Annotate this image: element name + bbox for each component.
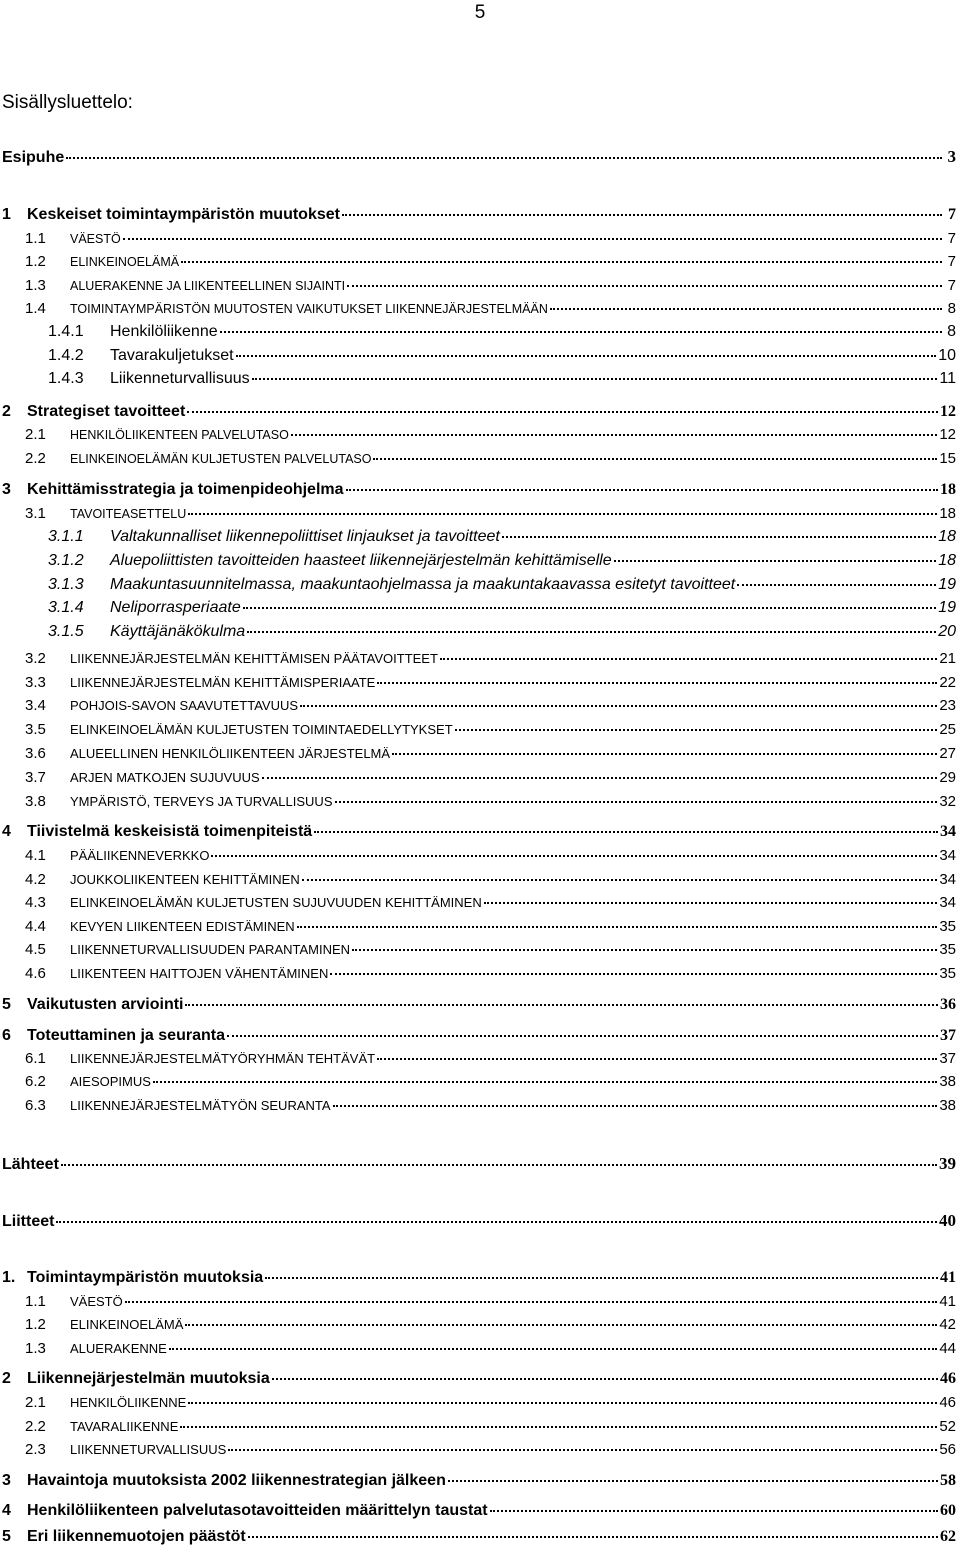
- toc-entry-page: 56: [939, 1441, 956, 1458]
- toc-entry[interactable]: [0, 1472, 956, 1490]
- toc-entry-page: 41: [939, 1293, 956, 1310]
- toc-entry-number: 3.1.5: [48, 623, 84, 640]
- toc-entry-number: 3.6: [25, 745, 46, 762]
- toc-entry-label: Kehittämisstrategia ja toimenpideohjelma: [27, 481, 344, 498]
- toc-entry[interactable]: [0, 576, 956, 594]
- dot-leader: [347, 285, 942, 287]
- toc-entry-label: Liikennejärjestelmän muutoksia: [27, 1370, 270, 1387]
- toc-entry-label: Esipuhe: [2, 149, 65, 166]
- toc-entry-page: 34: [940, 823, 956, 840]
- toc-entry-number: 3.1.2: [48, 552, 84, 569]
- dot-leader: [335, 801, 938, 803]
- dot-leader: [352, 949, 937, 951]
- toc-entry-label: ALUERAKENNE JA LIIKENTEELLINEN SIJAINTI: [70, 279, 346, 293]
- toc-entry-label: Käyttäjänäkökulma: [110, 623, 246, 640]
- toc-entry-page: 3: [947, 147, 956, 166]
- toc-entry-label: Havaintoja muutoksista 2002 liikennestrategian jälkeen: [27, 1472, 446, 1489]
- dot-leader: [291, 434, 937, 436]
- toc-entry-label: ELINKEINOELÄMÄ: [70, 1317, 184, 1332]
- toc-entry[interactable]: [0, 996, 956, 1014]
- toc-entry-number: 3.1.1: [48, 528, 84, 545]
- toc-entry[interactable]: [0, 1316, 956, 1334]
- toc-entry-page: 34: [939, 894, 956, 911]
- dot-leader: [440, 658, 937, 660]
- toc-entry-number: 4.2: [25, 871, 46, 888]
- toc-entry-label: Strategiset tavoitteet: [27, 403, 186, 420]
- toc-entry-label: Toteuttaminen ja seuranta: [27, 1027, 225, 1044]
- toc-entry[interactable]: [0, 528, 956, 546]
- toc-entry[interactable]: [0, 1418, 956, 1436]
- toc-entry-label: ELINKEINOELÄMÄN KULJETUSTEN TOIMINTAEDELLYTYKSET: [70, 722, 453, 737]
- dot-leader: [297, 926, 938, 928]
- toc-entry[interactable]: [0, 1050, 956, 1068]
- toc-entry-label: LIIKENNEJÄRJESTELMÄTYÖN SEURANTA: [70, 1098, 331, 1113]
- toc-entry[interactable]: [0, 1528, 956, 1546]
- toc-entry-label: LIIKENNEJÄRJESTELMÄN KEHITTÄMISPERIAATE: [70, 675, 376, 690]
- toc-entry-page: 19: [938, 599, 956, 616]
- toc-entry-label: Lähteet: [2, 1156, 59, 1173]
- toc-entry-label: ELINKEINOELÄMÄN KULJETUSTEN PALVELUTASO: [70, 452, 372, 466]
- dot-leader: [314, 831, 938, 833]
- toc-entry-page: 12: [940, 403, 956, 420]
- dot-leader: [236, 355, 937, 357]
- dot-leader: [243, 607, 936, 609]
- toc-entry[interactable]: [0, 1073, 956, 1091]
- toc-entry-number: 3.3: [25, 674, 46, 691]
- dot-leader: [737, 584, 936, 586]
- toc-entry-number: 4.6: [25, 965, 46, 982]
- toc-entry-page: 15: [939, 450, 956, 467]
- toc-entry-number: 1.4.3: [48, 370, 84, 387]
- toc-entry-label: PÄÄLIIKENNEVERKKO: [70, 848, 210, 863]
- toc-entry-page: 34: [939, 847, 956, 864]
- toc-entry-page: 25: [939, 721, 956, 738]
- toc-entry-label: Aluepoliittisten tavoitteiden haasteet liikennejärjestelmän kehittämiselle: [110, 552, 612, 569]
- dot-leader: [272, 1378, 938, 1380]
- toc-entry-page: 29: [939, 769, 956, 786]
- toc-entry[interactable]: [0, 426, 956, 444]
- dot-leader: [346, 489, 938, 491]
- toc-entry[interactable]: [0, 148, 956, 167]
- toc-entry-label: YMPÄRISTÖ, TERVEYS JA TURVALLISUUS: [70, 794, 333, 809]
- toc-entry-label: TOIMINTAYMPÄRISTÖN MUUTOSTEN VAIKUTUKSET LIIKENNEJÄRJESTELMÄÄN: [70, 302, 548, 316]
- toc-entry-page: 44: [939, 1340, 956, 1357]
- toc-entry[interactable]: [0, 697, 956, 715]
- toc-entry-number: 1.4.2: [48, 347, 84, 364]
- toc-entry[interactable]: [0, 1340, 956, 1358]
- toc-entry-number: 3.5: [25, 721, 46, 738]
- toc-entry[interactable]: [0, 347, 956, 365]
- toc-entry-page: 46: [940, 1370, 956, 1387]
- toc-entry-page: 41: [940, 1269, 956, 1286]
- toc-entry-page: 18: [939, 505, 956, 522]
- toc-entry-page: 62: [940, 1528, 956, 1545]
- toc-entry-page: 38: [939, 1073, 956, 1090]
- toc-entry-page: 37: [939, 1050, 956, 1067]
- toc-entry-number: 1.1: [25, 230, 46, 247]
- toc-entry-label: VÄESTÖ: [70, 232, 121, 246]
- toc-entry-number: 3.2: [25, 650, 46, 667]
- toc-entry[interactable]: [0, 481, 956, 499]
- dot-leader: [252, 378, 938, 380]
- dot-leader: [333, 1105, 938, 1107]
- toc-entry-page: 52: [939, 1418, 956, 1435]
- toc-entry[interactable]: [0, 253, 956, 271]
- toc-entry[interactable]: [0, 894, 956, 912]
- toc-entry-number: 4.1: [25, 847, 46, 864]
- dot-leader: [123, 238, 942, 240]
- toc-entry-label: Tiivistelmä keskeisistä toimenpiteistä: [27, 823, 313, 840]
- toc-entry[interactable]: [0, 450, 956, 468]
- toc-entry-page: 12: [939, 426, 956, 443]
- toc-entry-page: 20: [938, 623, 956, 640]
- toc-entry-label: LIIKENNETURVALLISUUDEN PARANTAMINEN: [70, 942, 351, 957]
- dot-leader: [455, 729, 938, 731]
- dot-leader: [185, 1324, 937, 1326]
- toc-entry-label: Henkilöliikenteen palvelutasotavoitteiden määrittelyn taustat: [27, 1502, 488, 1519]
- toc-entry-number: 3.4: [25, 697, 46, 714]
- page-number: 5: [474, 2, 486, 23]
- dot-leader: [448, 1480, 938, 1482]
- toc-entry-number: 4.5: [25, 941, 46, 958]
- toc-entry-page: 35: [939, 918, 956, 935]
- dot-leader: [300, 705, 937, 707]
- toc-entry[interactable]: [0, 1370, 956, 1388]
- toc-entry-label: Maakuntasuunnitelmassa, maakuntaohjelmassa ja maakuntakaavassa esitetyt tavoitteet: [110, 576, 736, 593]
- toc-entry-number: 3.7: [25, 769, 46, 786]
- toc-entry[interactable]: [0, 1502, 956, 1520]
- toc-entry-label: Eri liikennemuotojen päästöt: [27, 1528, 246, 1545]
- toc-entry-number: 6.2: [25, 1073, 46, 1090]
- toc-entry-label: Liikenneturvallisuus: [110, 370, 250, 387]
- toc-entry[interactable]: [0, 403, 956, 421]
- toc-entry[interactable]: [0, 1027, 956, 1045]
- toc-entry[interactable]: [0, 552, 956, 570]
- toc-entry[interactable]: [0, 650, 956, 668]
- toc-entry[interactable]: [0, 823, 956, 841]
- toc-entry-page: 11: [939, 370, 956, 387]
- toc-entry-page: 42: [939, 1316, 956, 1333]
- dot-leader: [66, 157, 942, 159]
- dot-leader: [153, 1081, 937, 1083]
- toc-entry-label: LIIKENTEEN HAITTOJEN VÄHENTÄMINEN: [70, 966, 329, 981]
- toc-entry[interactable]: [0, 599, 956, 617]
- toc-entry-label: ELINKEINOELÄMÄN KULJETUSTEN SUJUVUUDEN KEHITTÄMINEN: [70, 895, 482, 910]
- toc-entry-page: 58: [940, 1472, 956, 1489]
- dot-leader: [248, 1536, 938, 1538]
- toc-entry-label: ALUERAKENNE: [70, 1341, 167, 1356]
- toc-entry-number: 1.2: [25, 1316, 46, 1333]
- dot-leader: [180, 1426, 937, 1428]
- toc-entry-label: Toimintaympäristön muutoksia: [27, 1269, 264, 1286]
- toc-entry-page: 8: [947, 323, 956, 340]
- toc-entry-number: 3: [2, 1472, 11, 1489]
- toc-entry-label: ARJEN MATKOJEN SUJUVUUS: [70, 770, 260, 785]
- toc-entry-page: 37: [940, 1027, 956, 1044]
- toc-entry[interactable]: [0, 1269, 956, 1287]
- dot-leader: [247, 631, 936, 633]
- toc-entry-label: ALUEELLINEN HENKILÖLIIKENTEEN JÄRJESTELMÄ: [70, 746, 391, 761]
- toc-entry-page: 18: [940, 481, 956, 498]
- toc-entry-number: 3.1: [25, 505, 46, 522]
- toc-entry[interactable]: [0, 370, 956, 388]
- toc-entry-number: 1.: [2, 1269, 16, 1286]
- toc-entry-label: Liitteet: [2, 1213, 55, 1230]
- toc-entry-label: ELINKEINOELÄMÄ: [70, 255, 180, 269]
- dot-leader: [228, 1449, 937, 1451]
- toc-entry-number: 6.1: [25, 1050, 46, 1067]
- toc-entry-label: Henkilöliikenne: [110, 323, 218, 340]
- toc-entry[interactable]: [0, 1441, 956, 1459]
- toc-entry[interactable]: [0, 918, 956, 936]
- toc-entry-number: 4.3: [25, 894, 46, 911]
- toc-entry-number: 1.3: [25, 1340, 46, 1357]
- toc-entry[interactable]: [0, 941, 956, 959]
- toc-entry[interactable]: [0, 674, 956, 692]
- toc-entry-number: 1.3: [25, 277, 46, 294]
- toc-entry[interactable]: [0, 1394, 956, 1412]
- dot-leader: [265, 1277, 938, 1279]
- toc-entry-number: 2.2: [25, 450, 46, 467]
- toc-entry[interactable]: [0, 965, 956, 983]
- toc-entry[interactable]: [0, 745, 956, 763]
- toc-entry-number: 2: [2, 1370, 11, 1387]
- toc-entry-label: Tavarakuljetukset: [110, 347, 234, 364]
- dot-leader: [227, 1035, 938, 1037]
- toc-entry-number: 4: [2, 823, 11, 840]
- dot-leader: [342, 214, 942, 216]
- toc-entry[interactable]: [0, 1293, 956, 1311]
- dot-leader: [302, 879, 938, 881]
- toc-entry-page: 32: [939, 793, 956, 810]
- dot-leader: [125, 1301, 938, 1303]
- toc-entry-page: 7: [947, 253, 956, 270]
- toc-entry-number: 2.1: [25, 1394, 46, 1411]
- toc-entry-number: 6: [2, 1027, 11, 1044]
- toc-entry-number: 1.1: [25, 1293, 46, 1310]
- toc-entry-page: 38: [939, 1097, 956, 1114]
- toc-entry-number: 1.4: [25, 300, 46, 317]
- toc-entry-page: 35: [939, 941, 956, 958]
- toc-entry[interactable]: [0, 769, 956, 787]
- toc-entry-label: TAVARALIIKENNE: [70, 1419, 179, 1434]
- toc-entry-page: 23: [939, 697, 956, 714]
- toc-entry-label: Valtakunnalliset liikennepoliittiset linjaukset ja tavoitteet: [110, 528, 500, 545]
- toc-entry-number: 5: [2, 1528, 11, 1545]
- toc-entry[interactable]: [0, 323, 956, 341]
- dot-leader: [169, 1348, 938, 1350]
- toc-entry[interactable]: [0, 230, 956, 248]
- toc-entry-label: Keskeiset toimintaympäristön muutokset: [27, 206, 340, 223]
- dot-leader: [373, 458, 937, 460]
- toc-entry-label: LIIKENNEJÄRJESTELMÄN KEHITTÄMISEN PÄÄTAVOITTEET: [70, 651, 438, 666]
- toc-entry-page: 40: [939, 1211, 956, 1230]
- toc-entry-page: 27: [939, 745, 956, 762]
- toc-entry-page: 18: [938, 528, 956, 545]
- toc-entry[interactable]: [0, 206, 956, 224]
- toc-entry-page: 7: [947, 230, 956, 247]
- dot-leader: [188, 513, 937, 515]
- toc-title: Sisällysluettelo:: [2, 92, 133, 113]
- toc-entry-label: KEVYEN LIIKENTEEN EDISTÄMINEN: [70, 919, 295, 934]
- dot-leader: [181, 261, 942, 263]
- toc-entry-number: 4: [2, 1502, 11, 1519]
- toc-entry-page: 8: [947, 300, 956, 317]
- toc-entry-number: 1.2: [25, 253, 46, 270]
- toc-entry-number: 2.3: [25, 1441, 46, 1458]
- dot-leader: [220, 331, 942, 333]
- toc-entry-label: Neliporrasperiaate: [110, 599, 241, 616]
- toc-entry-label: Vaikutusten arviointi: [27, 996, 184, 1013]
- dot-leader: [262, 777, 938, 779]
- toc-entry-number: 1.4.1: [48, 323, 84, 340]
- toc-entry-label: POHJOIS-SAVON SAAVUTETTAVUUS: [70, 698, 299, 713]
- toc-entry-page: 10: [938, 347, 956, 364]
- toc-entry-page: 22: [939, 674, 956, 691]
- toc-entry-label: HENKILÖLIIKENTEEN PALVELUTASO: [70, 428, 289, 442]
- toc-entry-page: 19: [938, 576, 956, 593]
- dot-leader: [377, 1058, 937, 1060]
- toc-entry-number: 5: [2, 996, 11, 1013]
- toc-entry[interactable]: [0, 1097, 956, 1115]
- toc-entry-number: 4.4: [25, 918, 46, 935]
- toc-entry-label: HENKILÖLIIKENNE: [70, 1395, 187, 1410]
- dot-leader: [330, 973, 937, 975]
- toc-entry-page: 46: [939, 1394, 956, 1411]
- toc-entry[interactable]: [0, 1155, 956, 1174]
- dot-leader: [614, 560, 937, 562]
- toc-entry-page: 60: [940, 1502, 956, 1519]
- toc-entry[interactable]: [0, 505, 956, 523]
- toc-entry-number: 1: [2, 206, 11, 223]
- dot-leader: [377, 682, 937, 684]
- dot-leader: [502, 536, 936, 538]
- toc-entry-label: TAVOITEASETTELU: [70, 507, 187, 521]
- dot-leader: [185, 1004, 938, 1006]
- dot-leader: [550, 308, 942, 310]
- toc-entry-number: 3.8: [25, 793, 46, 810]
- toc-entry-page: 36: [940, 996, 956, 1013]
- dot-leader: [211, 855, 937, 857]
- toc-entry[interactable]: [0, 721, 956, 739]
- toc-entry-label: VÄESTÖ: [70, 1294, 123, 1309]
- toc-entry-number: 3.1.3: [48, 576, 84, 593]
- dot-leader: [392, 753, 937, 755]
- toc-entry-page: 18: [938, 552, 956, 569]
- toc-entry-page: 21: [939, 650, 956, 667]
- toc-entry-number: 2.1: [25, 426, 46, 443]
- toc-entry-label: AIESOPIMUS: [70, 1074, 151, 1089]
- toc-entry[interactable]: [0, 1212, 956, 1231]
- toc-entry-page: 39: [939, 1154, 956, 1173]
- toc-entry-label: LIIKENNETURVALLISUUS: [70, 1442, 227, 1457]
- toc-entry[interactable]: [0, 847, 956, 865]
- toc-entry-page: 35: [939, 965, 956, 982]
- dot-leader: [187, 411, 938, 413]
- toc-entry-label: JOUKKOLIIKENTEEN KEHITTÄMINEN: [70, 872, 300, 887]
- toc-entry-number: 2.2: [25, 1418, 46, 1435]
- dot-leader: [490, 1510, 938, 1512]
- toc-entry-number: 6.3: [25, 1097, 46, 1114]
- dot-leader: [56, 1221, 937, 1223]
- toc-entry-page: 7: [948, 206, 956, 223]
- toc-entry-number: 3.1.4: [48, 599, 84, 616]
- toc-entry[interactable]: [0, 277, 956, 295]
- dot-leader: [484, 902, 938, 904]
- toc-entry-number: 3: [2, 481, 11, 498]
- toc-entry-page: 34: [939, 871, 956, 888]
- dot-leader: [188, 1402, 937, 1404]
- toc-entry-number: 2: [2, 403, 11, 420]
- toc-entry-label: LIIKENNEJÄRJESTELMÄTYÖRYHMÄN TEHTÄVÄT: [70, 1051, 376, 1066]
- toc-entry[interactable]: [0, 871, 956, 889]
- dot-leader: [61, 1164, 937, 1166]
- toc-entry-page: 7: [947, 277, 956, 294]
- toc-entry[interactable]: [0, 623, 956, 641]
- toc-entry[interactable]: [0, 300, 956, 318]
- toc-entry[interactable]: [0, 793, 956, 811]
